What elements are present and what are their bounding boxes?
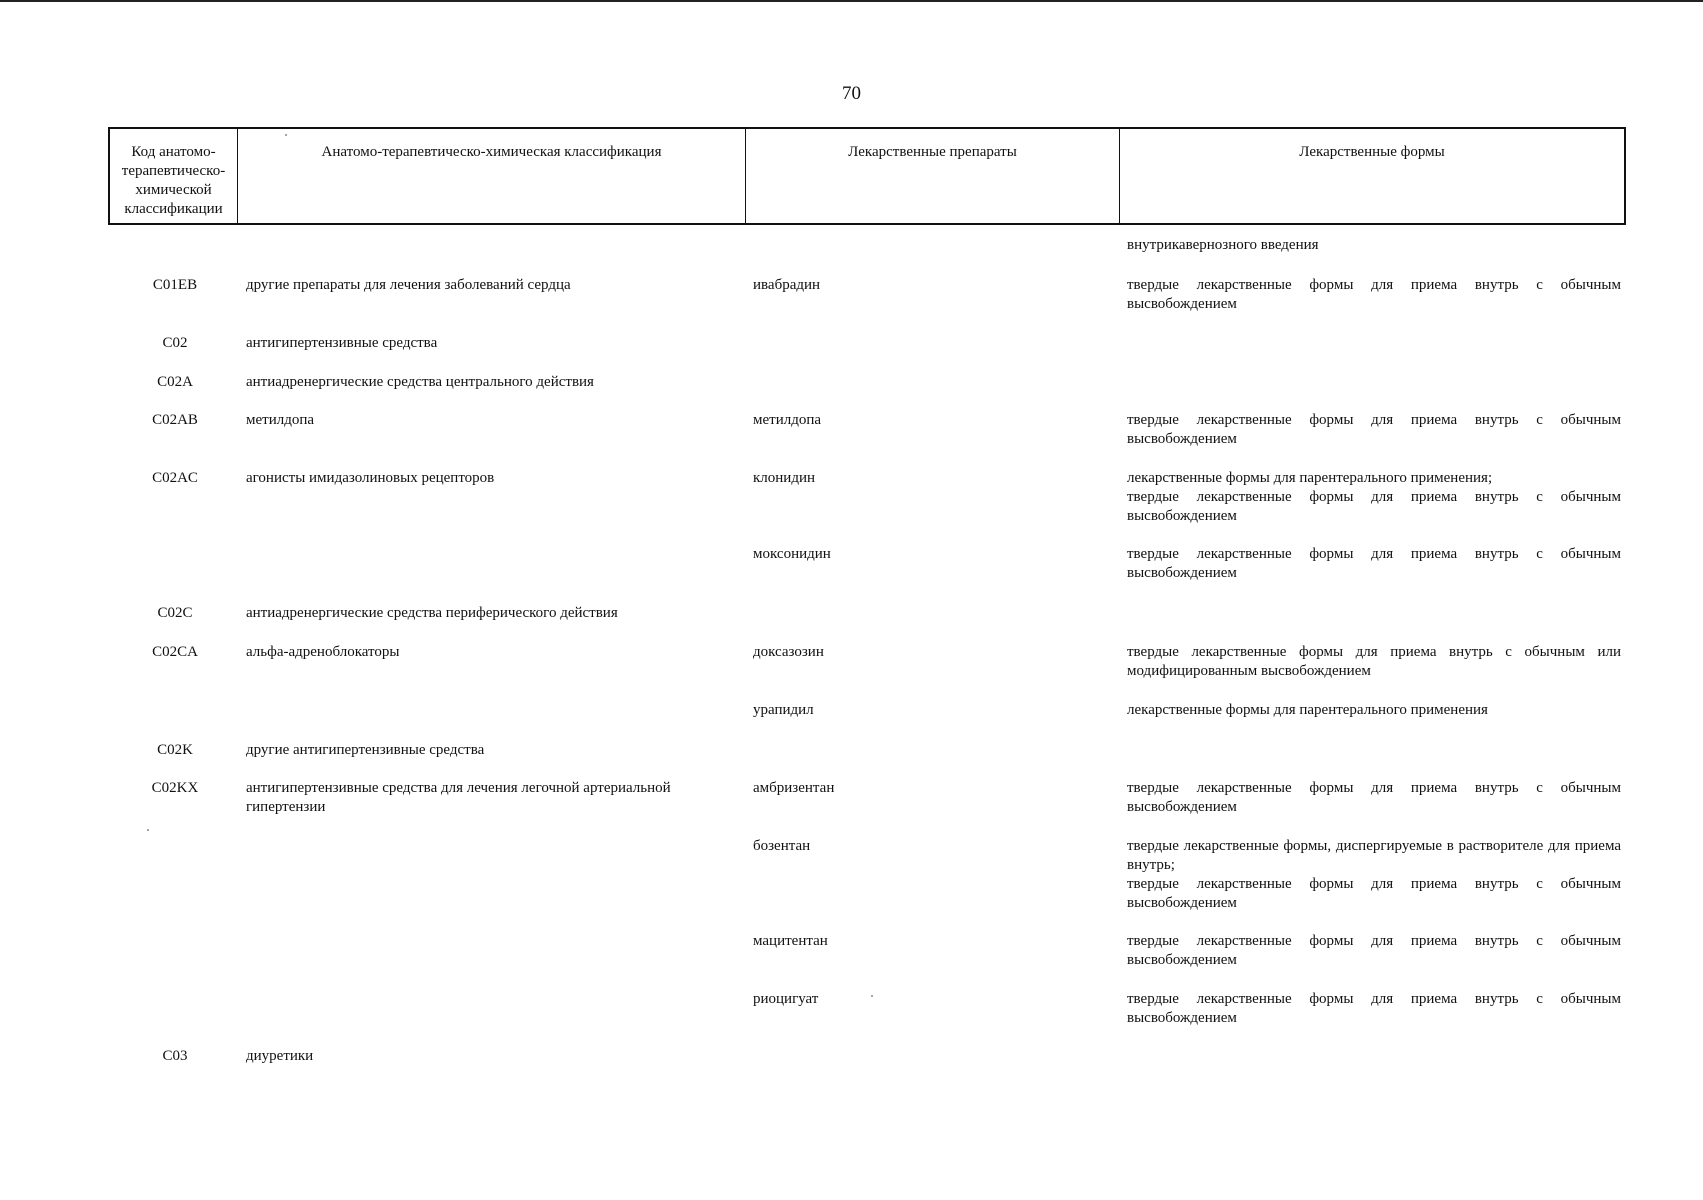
dosage-forms (1127, 837, 1621, 913)
scan-speck (285, 134, 287, 136)
dosage-form-entry: лекарственные формы для парентерального применения (1127, 702, 1488, 718)
dosage-forms (1127, 469, 1621, 526)
scan-speck (147, 829, 149, 831)
atc-code: C02A (157, 374, 193, 390)
atc-code: C01EB (152, 277, 198, 293)
atc-name: метилдопа (246, 412, 315, 428)
drug-name: риоцигуат (753, 991, 819, 1007)
dosage-form-entry: лекарственные формы для парентерального применения; (1127, 470, 1493, 486)
atc-name: агонисты имидазолиновых рецепторов (246, 470, 495, 486)
dosage-forms (1127, 990, 1621, 1028)
header-atc-column: Анатомо-терапевтическо-химическая классификация (238, 129, 746, 223)
drug-name: моксонидин (753, 546, 831, 562)
dosage-forms (1127, 701, 1621, 720)
atc-code: C02 (162, 335, 188, 351)
dosage-form-entry: внутрикавернозного введения (1127, 237, 1319, 253)
atc-code: C03 (162, 1048, 188, 1064)
dosage-forms (1127, 643, 1621, 681)
dosage-forms (1127, 236, 1621, 255)
atc-name: диуретики (246, 1048, 314, 1064)
page-number: 70 (842, 83, 861, 104)
atc-code: C02C (157, 605, 193, 621)
dosage-forms (1127, 545, 1621, 583)
dosage-form-entry: твердые лекарственные формы для приема внутрь с обычным высвобождением (1127, 991, 1621, 1026)
drug-name: доксазозин (753, 644, 824, 660)
atc-code: C02CA (152, 644, 198, 660)
atc-code: C02AC (152, 470, 198, 486)
drug-name: ивабрадин (753, 277, 821, 293)
scan-speck (871, 995, 873, 997)
dosage-form-entry: твердые лекарственные формы для приема внутрь с обычным высвобождением (1127, 933, 1621, 968)
dosage-form-entry: твердые лекарственные формы для приема внутрь с обычным высвобождением (1127, 489, 1621, 524)
dosage-form-entry: твердые лекарственные формы для приема внутрь с обычным высвобождением (1127, 546, 1621, 581)
dosage-form-entry: твердые лекарственные формы для приема внутрь с обычным высвобождением (1127, 876, 1621, 911)
atc-name: антиадренергические средства центрального действия (246, 374, 594, 390)
atc-name: альфа-адреноблокаторы (246, 644, 400, 660)
drug-name: клонидин (753, 470, 816, 486)
drug-name: амбризентан (753, 780, 835, 796)
dosage-form-entry: твердые лекарственные формы для приема внутрь с обычным высвобождением (1127, 780, 1621, 815)
drug-name: мацитентан (753, 933, 828, 949)
drug-name: урапидил (753, 702, 814, 718)
header-forms-column: Лекарственные формы (1299, 144, 1445, 160)
page-top-border (0, 0, 1703, 2)
dosage-form-entry: твердые лекарственные формы для приема внутрь с обычным высвобождением (1127, 412, 1621, 447)
header-code-column: Код анатомо-терапевтическо-химической классификации (110, 129, 238, 223)
drug-name: метилдопа (753, 412, 822, 428)
dosage-form-entry: твердые лекарственные формы для приема внутрь с обычным или модифицированным высвобождением (1127, 644, 1621, 679)
dosage-forms (1127, 411, 1621, 449)
atc-name: другие антигипертензивные средства (246, 742, 485, 758)
dosage-form-entry: твердые лекарственные формы для приема внутрь с обычным высвобождением (1127, 277, 1621, 312)
dosage-forms (1127, 779, 1621, 817)
atc-code: C02AB (152, 412, 198, 428)
table-header (108, 127, 1626, 225)
atc-code: C02K (157, 742, 193, 758)
atc-name: антигипертензивные средства (246, 335, 438, 351)
atc-name: антиадренергические средства периферического действия (246, 605, 618, 621)
dosage-forms (1127, 932, 1621, 970)
atc-name: другие препараты для лечения заболеваний сердца (246, 277, 571, 293)
drug-name: бозентан (753, 838, 811, 854)
atc-name: антигипертензивные средства для лечения легочной артериальной гипертензии (246, 780, 671, 815)
header-drugs-column: Лекарственные препараты (746, 129, 1120, 223)
atc-code: C02KX (151, 780, 199, 796)
dosage-form-entry: твердые лекарственные формы, диспергируемые в растворителе для приема внутрь; (1127, 838, 1621, 873)
dosage-forms (1127, 276, 1621, 314)
